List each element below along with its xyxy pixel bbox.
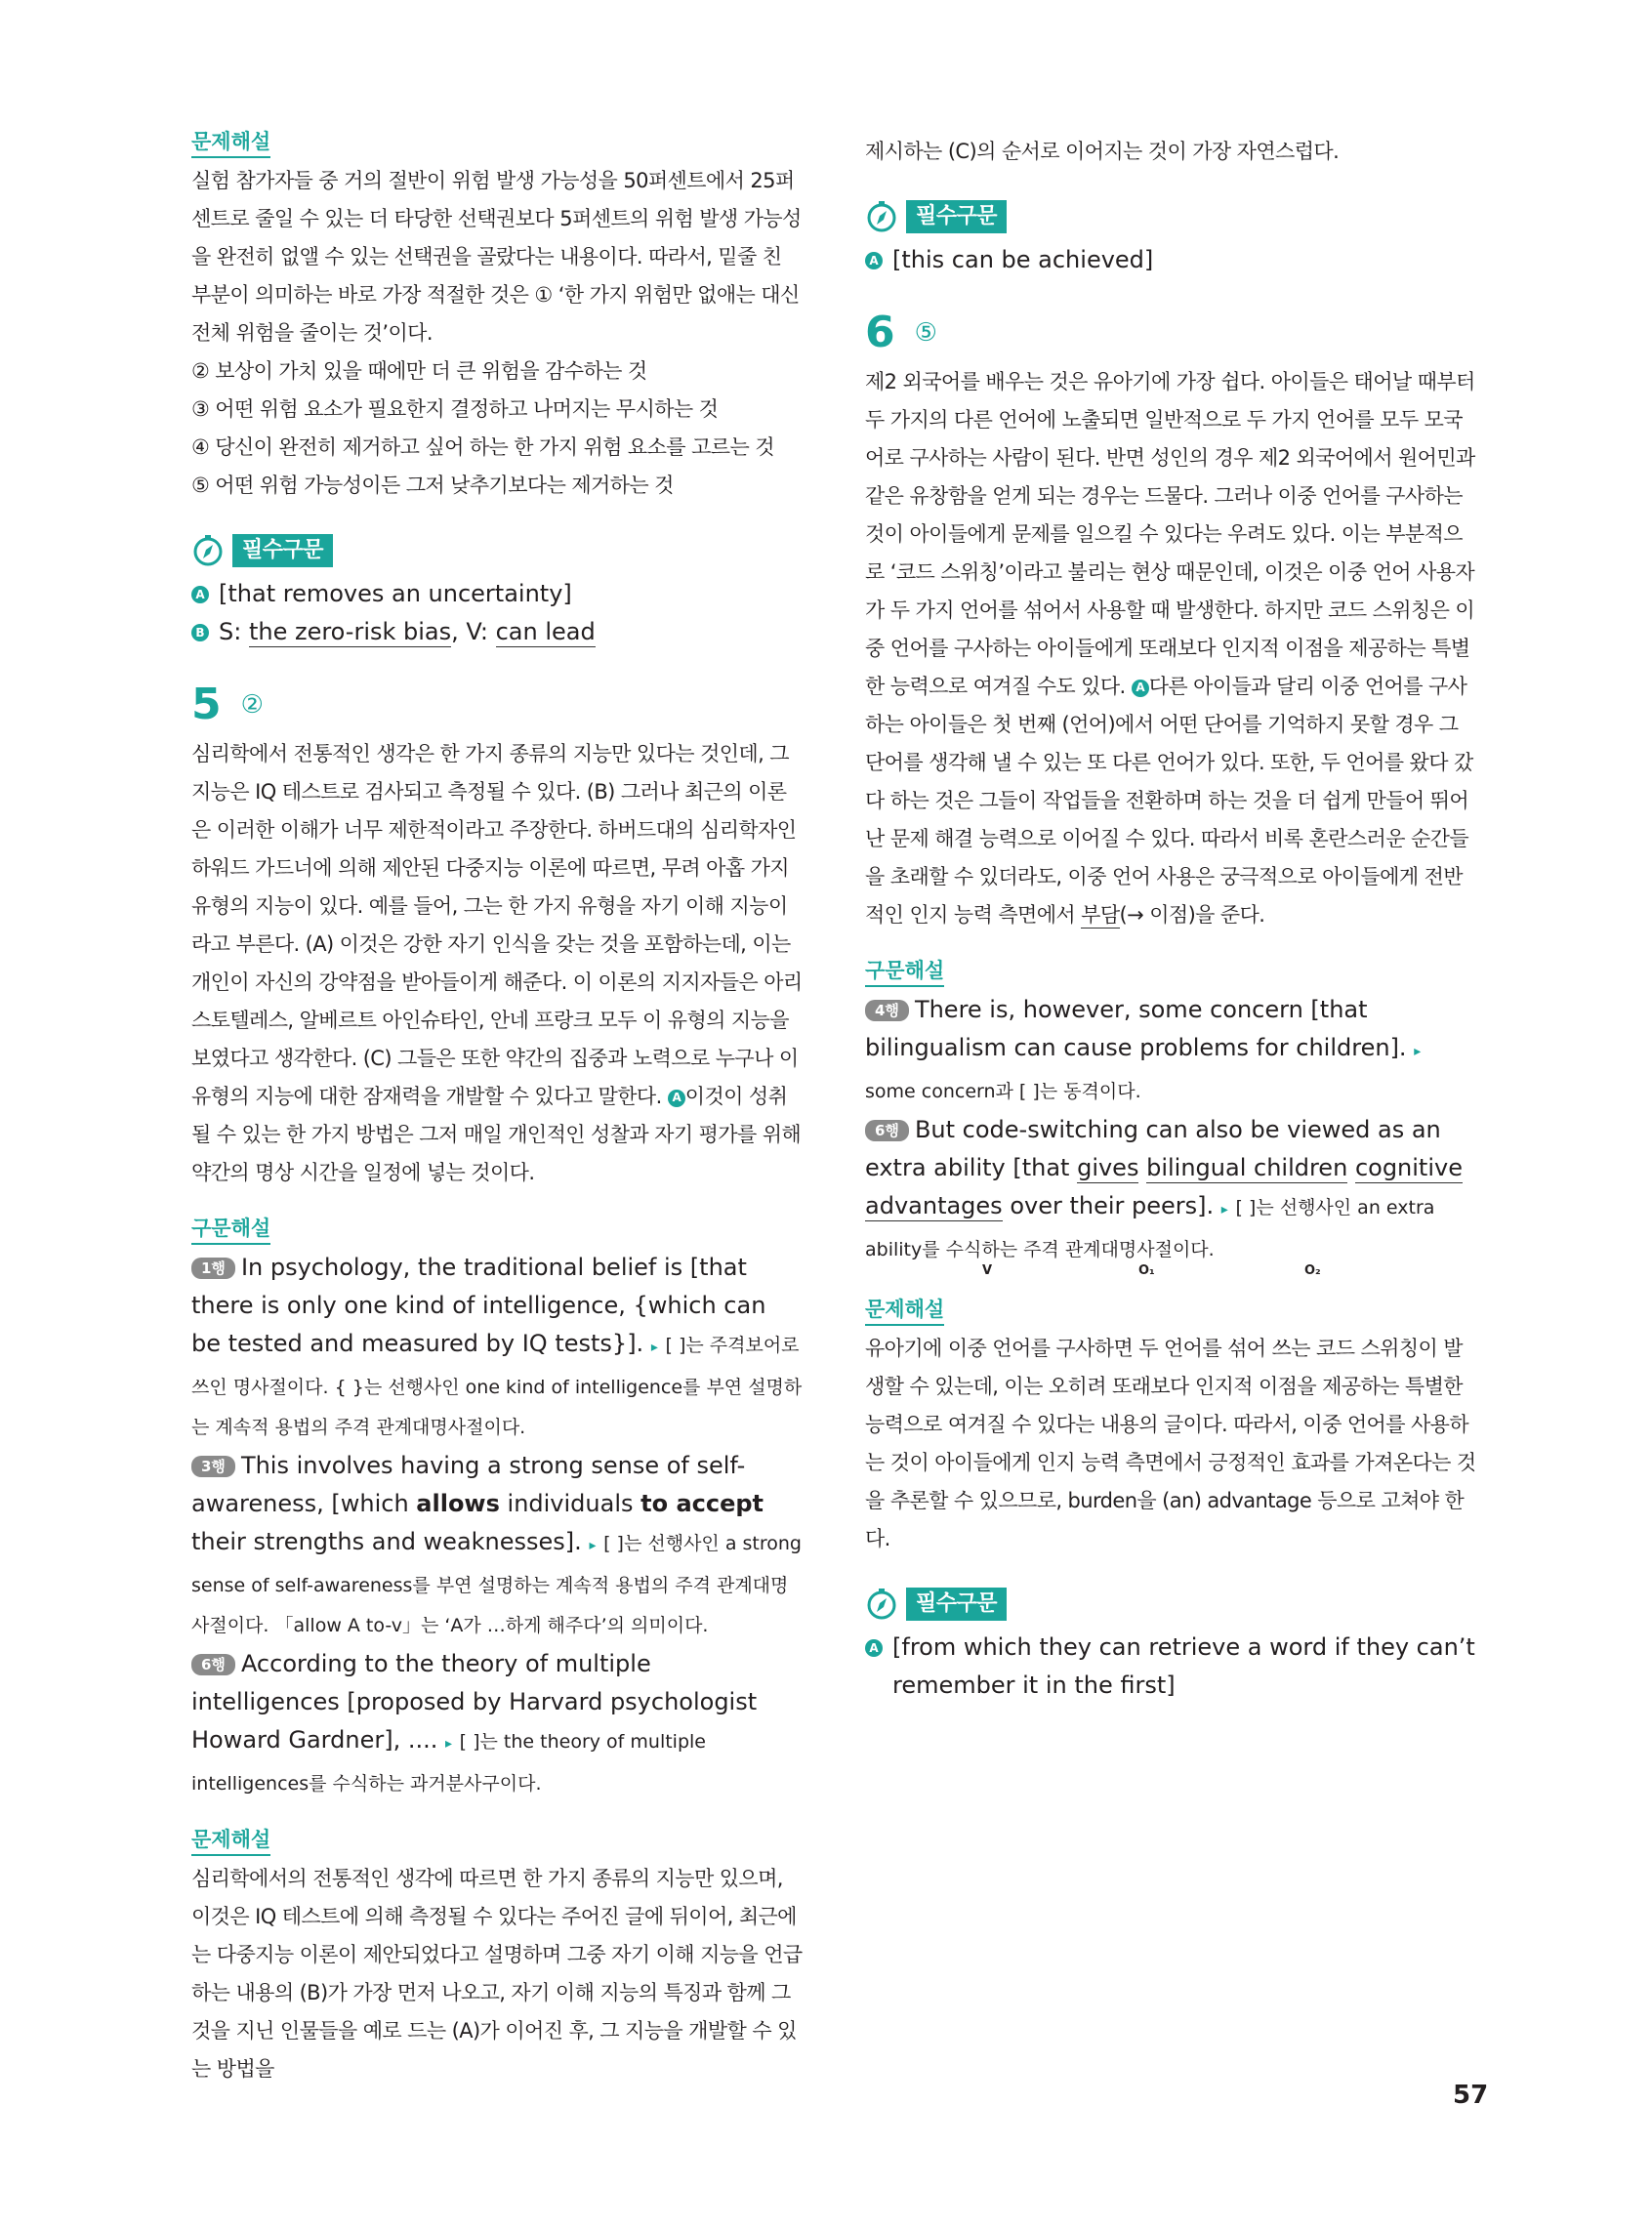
grammar-1 bbox=[191, 1249, 803, 1447]
sec1-option-2: ② 보상이 가치 있을 때에만 더 큰 위험을 감수하는 것 bbox=[191, 359, 647, 383]
grammar-2-ko: [ ]는 선행사인 a strong sense of self-awareness를 부연 설명하는 계속적 용법의 주격 관계대명사절이다. 「allow A to-v」는 ‘A가 …하게 해주다’의 의미이다. bbox=[191, 1533, 802, 1636]
mark-a-badge: A bbox=[865, 252, 883, 269]
essential-item-text bbox=[219, 613, 596, 651]
right-column bbox=[865, 133, 1478, 1705]
mark-a-badge: A bbox=[668, 1090, 685, 1107]
line-tag: 6행 bbox=[865, 1120, 909, 1141]
grammar-3 bbox=[191, 1645, 803, 1803]
sec1-option-3: ③ 어떤 위험 요소가 필요한지 결정하고 나머지는 무시하는 것 bbox=[191, 397, 719, 421]
verb-text: can lead bbox=[495, 618, 596, 645]
triangle-icon: ▸ bbox=[650, 1340, 658, 1355]
essential-item-b bbox=[191, 613, 803, 651]
essential-item-a bbox=[865, 1629, 1478, 1705]
grammar-5-sub-marks bbox=[865, 1263, 1478, 1285]
q6-underlined-word: 부담 bbox=[1081, 903, 1120, 927]
q6-body-tail: 다른 아이들과 달리 이중 언어를 구사하는 아이들은 첫 번째 (언어)에서 어떤 단어를 기억하지 못할 경우 그 단어를 생각해 낼 수 있는 또 다른 언어가 있다. 또한, 두 언어를 왔다 갔다 하는 것은 그들이 작업들을 전환하며 하는 것을 더 쉽게 만들어 뛰어난 문제 해결 능력으로 이어질 수 있다. 따라서 비록 혼란스러운 순간들을 초래할 수 있더라도, 이중 언어 사용은 궁극적으로 아이들에게 전반적인 인지 능력 측면에서 bbox=[865, 675, 1473, 927]
mark-b-badge: B bbox=[191, 624, 209, 641]
mark-a-badge: A bbox=[1132, 680, 1149, 697]
compass-icon bbox=[865, 200, 898, 233]
q5-body bbox=[191, 735, 803, 1192]
page-number: 57 bbox=[1453, 2081, 1489, 2110]
sec5-body: 유아기에 이중 언어를 구사하면 두 언어를 섞어 쓰는 코드 스위칭이 발생할 수 있는데, 이는 오히려 또래보다 인지적 이점을 제공하는 특별한 능력으로 여겨질 수 있다는 내용의 글이다. 따라서, 이중 언어를 사용하는 것이 아이들에게 인지 능력 측면에서 긍정적인 효과를 가져온다는 것을 추론할 수 있으므로, burden을 (an) advantage 등으로 고쳐야 한다. bbox=[865, 1337, 1476, 1550]
verb-underlined: gives bbox=[1077, 1154, 1139, 1181]
sec5-heading: 문제해설 bbox=[865, 1295, 944, 1326]
essential-item-text: [that removes an uncertainty] bbox=[219, 580, 572, 607]
sub-mark-o1: O₁ bbox=[1138, 1263, 1155, 1278]
sub-mark-o2: O₂ bbox=[1304, 1263, 1321, 1278]
essential-label-2: 필수구문 bbox=[906, 200, 1007, 233]
sec4-heading: 구문해설 bbox=[865, 956, 944, 987]
essential-header-2 bbox=[865, 200, 1478, 233]
mark-a-badge: A bbox=[191, 586, 209, 603]
grammar-5-ko: [ ]는 선행사인 an extra ability를 수식하는 주격 관계대명사절이다. bbox=[865, 1197, 1435, 1260]
compass-icon bbox=[865, 1588, 898, 1621]
essential-item-text: [this can be achieved] bbox=[892, 246, 1154, 273]
object2-underlined: cognitive advantages bbox=[865, 1154, 1463, 1219]
sec3-body: 심리학에서의 전통적인 생각에 따르면 한 가지 종류의 지능만 있으며, 이것은 IQ 테스트에 의해 측정될 수 있다는 주어진 글에 뒤이어, 최근에는 다중지능 이론이 제안되었다고 설명하며 그중 자기 이해 지능을 언급하는 내용의 (B)가 가장 먼저 나오고, 자기 이해 지능의 특징과 함께 그것을 지닌 인물들을 예로 드는 (A)가 이어진 후, 그 지능을 개발할 수 있는 방법을 bbox=[191, 1867, 803, 2081]
sub-mark-v: V bbox=[982, 1263, 993, 1278]
triangle-icon: ▸ bbox=[589, 1538, 597, 1553]
sec3-heading: 문제해설 bbox=[191, 1825, 270, 1856]
q6-body-text: 제2 외국어를 배우는 것은 유아기에 가장 쉽다. 아이들은 태어날 때부터 두 가지의 다른 언어에 노출되면 일반적으로 두 가지 언어를 모두 모국어로 구사하는 사람이 된다. 반면 성인의 경우 제2 외국어에서 원어민과 같은 유창함을 얻게 되는 경우는 드물다. 그러나 이중 언어를 구사하는 것이 아이들에게 문제를 일으킬 수 있다는 우려도 있다. 이는 부분적으로 ‘코드 스위칭’이라고 불리는 현상 때문인데, 이것은 이중 언어 사용자가 두 가지 언어를 섞어서 사용할 때 발생한다. 하지만 코드 스위칭은 이중 언어를 구사하는 아이들에게 또래보다 인지적 이점을 제공하는 특별한 능력으로 여겨질 수도 있다. bbox=[865, 370, 1475, 698]
essential-header-1 bbox=[191, 534, 803, 567]
object1-underlined: bilingual children bbox=[1146, 1154, 1348, 1181]
q5-body-tail: 이것이 성취될 수 있는 한 가지 방법은 그저 매일 개인적인 성찰과 자기 평가를 위해 약간의 명상 시간을 일정에 넣는 것이다. bbox=[191, 1085, 802, 1184]
essential-label-1: 필수구문 bbox=[232, 534, 333, 567]
subject-label: S: bbox=[219, 618, 249, 645]
left-column bbox=[191, 127, 803, 2088]
essential-item-text: [from which they can retrieve a word if they can’t remember it in the first] bbox=[892, 1633, 1475, 1699]
sec1-option-4: ④ 당신이 완전히 제거하고 싶어 하는 한 가지 위험 요소를 고르는 것 bbox=[191, 435, 774, 459]
verb-label: , V: bbox=[451, 618, 496, 645]
grammar-3-en: According to the theory of multiple intelligences [proposed by Harvard psychologist Howard Gardner], .... bbox=[191, 1650, 758, 1754]
triangle-icon: ▸ bbox=[444, 1736, 453, 1752]
grammar-4-en: There is, however, some concern [that bilingualism can cause problems for children]. bbox=[865, 996, 1407, 1061]
grammar-5 bbox=[865, 1111, 1478, 1269]
grammar-2-en: individuals bbox=[499, 1490, 641, 1517]
line-tag: 4행 bbox=[865, 1000, 909, 1021]
grammar-2-en: their strengths and weaknesses]. bbox=[191, 1528, 582, 1555]
compass-icon bbox=[191, 534, 225, 567]
sec2-heading: 구문해설 bbox=[191, 1214, 270, 1245]
grammar-2-bold: to accept bbox=[640, 1490, 764, 1517]
grammar-2-en: This involves having a strong sense of self-awareness, [which bbox=[191, 1452, 746, 1517]
question-number: 6 bbox=[865, 308, 895, 357]
q6-body-end: (→ 이점)을 준다. bbox=[1119, 903, 1265, 927]
grammar-4 bbox=[865, 991, 1478, 1111]
grammar-2 bbox=[191, 1447, 803, 1645]
line-tag: 1행 bbox=[191, 1258, 235, 1279]
grammar-2-bold: allows bbox=[416, 1490, 500, 1517]
grammar-5-en: over their peers]. bbox=[1002, 1192, 1215, 1219]
q6-body bbox=[865, 363, 1478, 934]
essential-label-3: 필수구문 bbox=[906, 1588, 1007, 1621]
q5-body-text: 심리학에서 전통적인 생각은 한 가지 종류의 지능만 있다는 것인데, 그 지능은 IQ 테스트로 검사되고 측정될 수 있다. (B) 그러나 최근의 이론은 이러한 이해가 너무 제한적이라고 주장한다. 하버드대의 심리학자인 하워드 가드너에 의해 제안된 다중지능 이론에 따르면, 무려 아홉 가지 유형의 지능이 있다. 예를 들어, 그는 한 가지 유형을 자기 이해 지능이라고 부른다. (A) 이것은 강한 자기 인식을 갖는 것을 포함하는데, 이는 개인이 자신의 강약점을 받아들이게 해준다. 이 이론의 지지자들은 아리스토텔레스, 알베르트 아인슈타인, 안네 프랑크 모두 이 유형의 지능을 보였다고 생각한다. (C) 그들은 또한 약간의 집중과 노력으로 누구나 이 유형의 지능에 대한 잠재력을 개발할 수 있다고 말한다. bbox=[191, 742, 803, 1108]
essential-item-a bbox=[865, 241, 1478, 279]
mark-a-badge: A bbox=[865, 1639, 883, 1657]
question-6-header bbox=[865, 310, 1478, 355]
question-answer: ⑤ bbox=[914, 318, 937, 348]
essential-item-a bbox=[191, 575, 803, 613]
triangle-icon: ▸ bbox=[1220, 1202, 1228, 1218]
continuation-body: 제시하는 (C)의 순서로 이어지는 것이 가장 자연스럽다. bbox=[865, 140, 1340, 163]
essential-header-3 bbox=[865, 1588, 1478, 1621]
grammar-1-en: In psychology, the traditional belief is [that there is only one kind of intelligence, {which can be tested and measured by IQ tests}]. bbox=[191, 1254, 766, 1357]
line-tag: 6행 bbox=[191, 1654, 235, 1675]
grammar-4-ko: some concern과 [ ]는 동격이다. bbox=[865, 1081, 1141, 1102]
question-answer: ② bbox=[240, 690, 264, 720]
sec1-body: 실험 참가자들 중 거의 절반이 위험 발생 가능성을 50퍼센트에서 25퍼센트로 줄일 수 있는 더 타당한 선택권보다 5퍼센트의 위험 발생 가능성을 완전히 없앨 수 있는 선택권을 골랐다는 내용이다. 따라서, 밑줄 친 부분이 의미하는 바로 가장 적절한 것은 ① ‘한 가지 위험만 없애는 대신 전체 위험을 줄이는 것’이다. bbox=[191, 169, 802, 345]
triangle-icon: ▸ bbox=[1414, 1044, 1422, 1059]
subject-text: the zero-risk bias bbox=[248, 618, 452, 645]
grammar-5-en: But code-switching can also be viewed as an extra ability [that bbox=[865, 1116, 1441, 1181]
sec1-heading: 문제해설 bbox=[191, 127, 270, 158]
grammar-3-ko: [ ]는 the theory of multiple intelligences를 수식하는 과거분사구이다. bbox=[191, 1731, 706, 1795]
sec1-option-5: ⑤ 어떤 위험 가능성이든 그저 낮추기보다는 제거하는 것 bbox=[191, 474, 674, 497]
grammar-1-ko: [ ]는 주격보어로 쓰인 명사절이다. { }는 선행사인 one kind of intelligence를 부연 설명하는 계속적 용법의 주격 관계대명사절이다. bbox=[191, 1335, 803, 1438]
question-5-header bbox=[191, 682, 803, 727]
question-number: 5 bbox=[191, 680, 222, 729]
line-tag: 3행 bbox=[191, 1456, 235, 1477]
